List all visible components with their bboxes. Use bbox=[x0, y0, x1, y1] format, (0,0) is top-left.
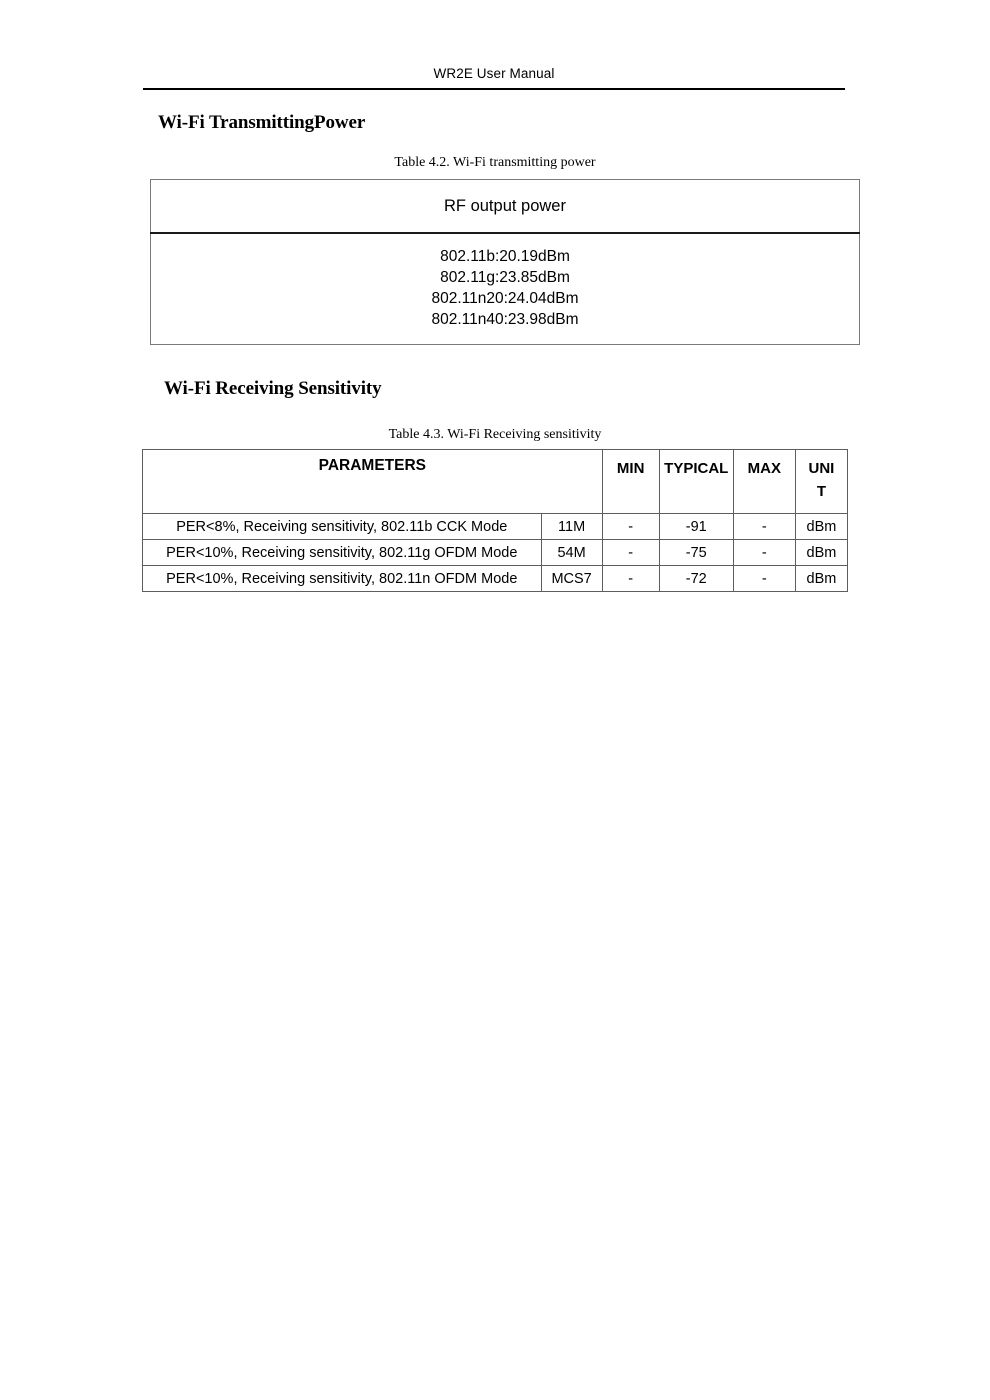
cell-rate: 11M bbox=[541, 514, 602, 540]
column-header-unit-line-1: UNI bbox=[808, 460, 835, 477]
cell-max: - bbox=[733, 514, 795, 540]
column-header-unit bbox=[795, 450, 847, 514]
section-heading-receiving-sensitivity: Wi-Fi Receiving Sensitivity bbox=[164, 378, 382, 399]
table-row-header bbox=[151, 180, 860, 234]
cell-parameter: PER<8%, Receiving sensitivity, 802.11b CCK Mode bbox=[143, 514, 542, 540]
cell-min: - bbox=[602, 566, 659, 592]
table-row bbox=[143, 514, 848, 540]
column-header-max: MAX bbox=[733, 450, 795, 514]
running-header: WR2E User Manual bbox=[433, 66, 555, 81]
cell-unit: dBm bbox=[795, 566, 847, 592]
cell-unit: dBm bbox=[795, 514, 847, 540]
column-header-min: MIN bbox=[602, 450, 659, 514]
column-header-parameters: PARAMETERS bbox=[143, 450, 603, 514]
cell-typical: -75 bbox=[659, 540, 733, 566]
cell-unit: dBm bbox=[795, 540, 847, 566]
cell-rate: MCS7 bbox=[541, 566, 602, 592]
table-caption-4-3: Table 4.3. Wi-Fi Receiving sensitivity bbox=[388, 427, 602, 442]
power-line: 802.11g:23.85dBm bbox=[440, 269, 570, 286]
power-line: 802.11n20:24.04dBm bbox=[431, 290, 579, 307]
table-row-header bbox=[143, 450, 848, 514]
header-divider-rule bbox=[143, 88, 845, 90]
power-line: 802.11b:20.19dBm bbox=[440, 248, 570, 265]
cell-parameter: PER<10%, Receiving sensitivity, 802.11g OFDM Mode bbox=[143, 540, 542, 566]
power-line: 802.11n40:23.98dBm bbox=[431, 311, 579, 328]
cell-max: - bbox=[733, 540, 795, 566]
table-row bbox=[143, 566, 848, 592]
table-row bbox=[151, 233, 860, 345]
column-header-rf-output-power: RF output power bbox=[151, 180, 860, 234]
column-header-typical: TYPICAL bbox=[659, 450, 733, 514]
table-receiving-sensitivity bbox=[142, 449, 848, 592]
cell-typical: -72 bbox=[659, 566, 733, 592]
table-row bbox=[143, 540, 848, 566]
cell-typical: -91 bbox=[659, 514, 733, 540]
cell-max: - bbox=[733, 566, 795, 592]
cell-parameter: PER<10%, Receiving sensitivity, 802.11n OFDM Mode bbox=[143, 566, 542, 592]
cell-min: - bbox=[602, 540, 659, 566]
table-transmitting-power bbox=[150, 179, 860, 345]
section-heading-transmitting-power: Wi-Fi TransmittingPower bbox=[158, 112, 366, 133]
table-caption-4-2: Table 4.2. Wi-Fi transmitting power bbox=[394, 155, 596, 170]
rf-output-power-values bbox=[151, 233, 860, 345]
column-header-unit-line-2: T bbox=[816, 483, 827, 500]
cell-rate: 54M bbox=[541, 540, 602, 566]
cell-min: - bbox=[602, 514, 659, 540]
